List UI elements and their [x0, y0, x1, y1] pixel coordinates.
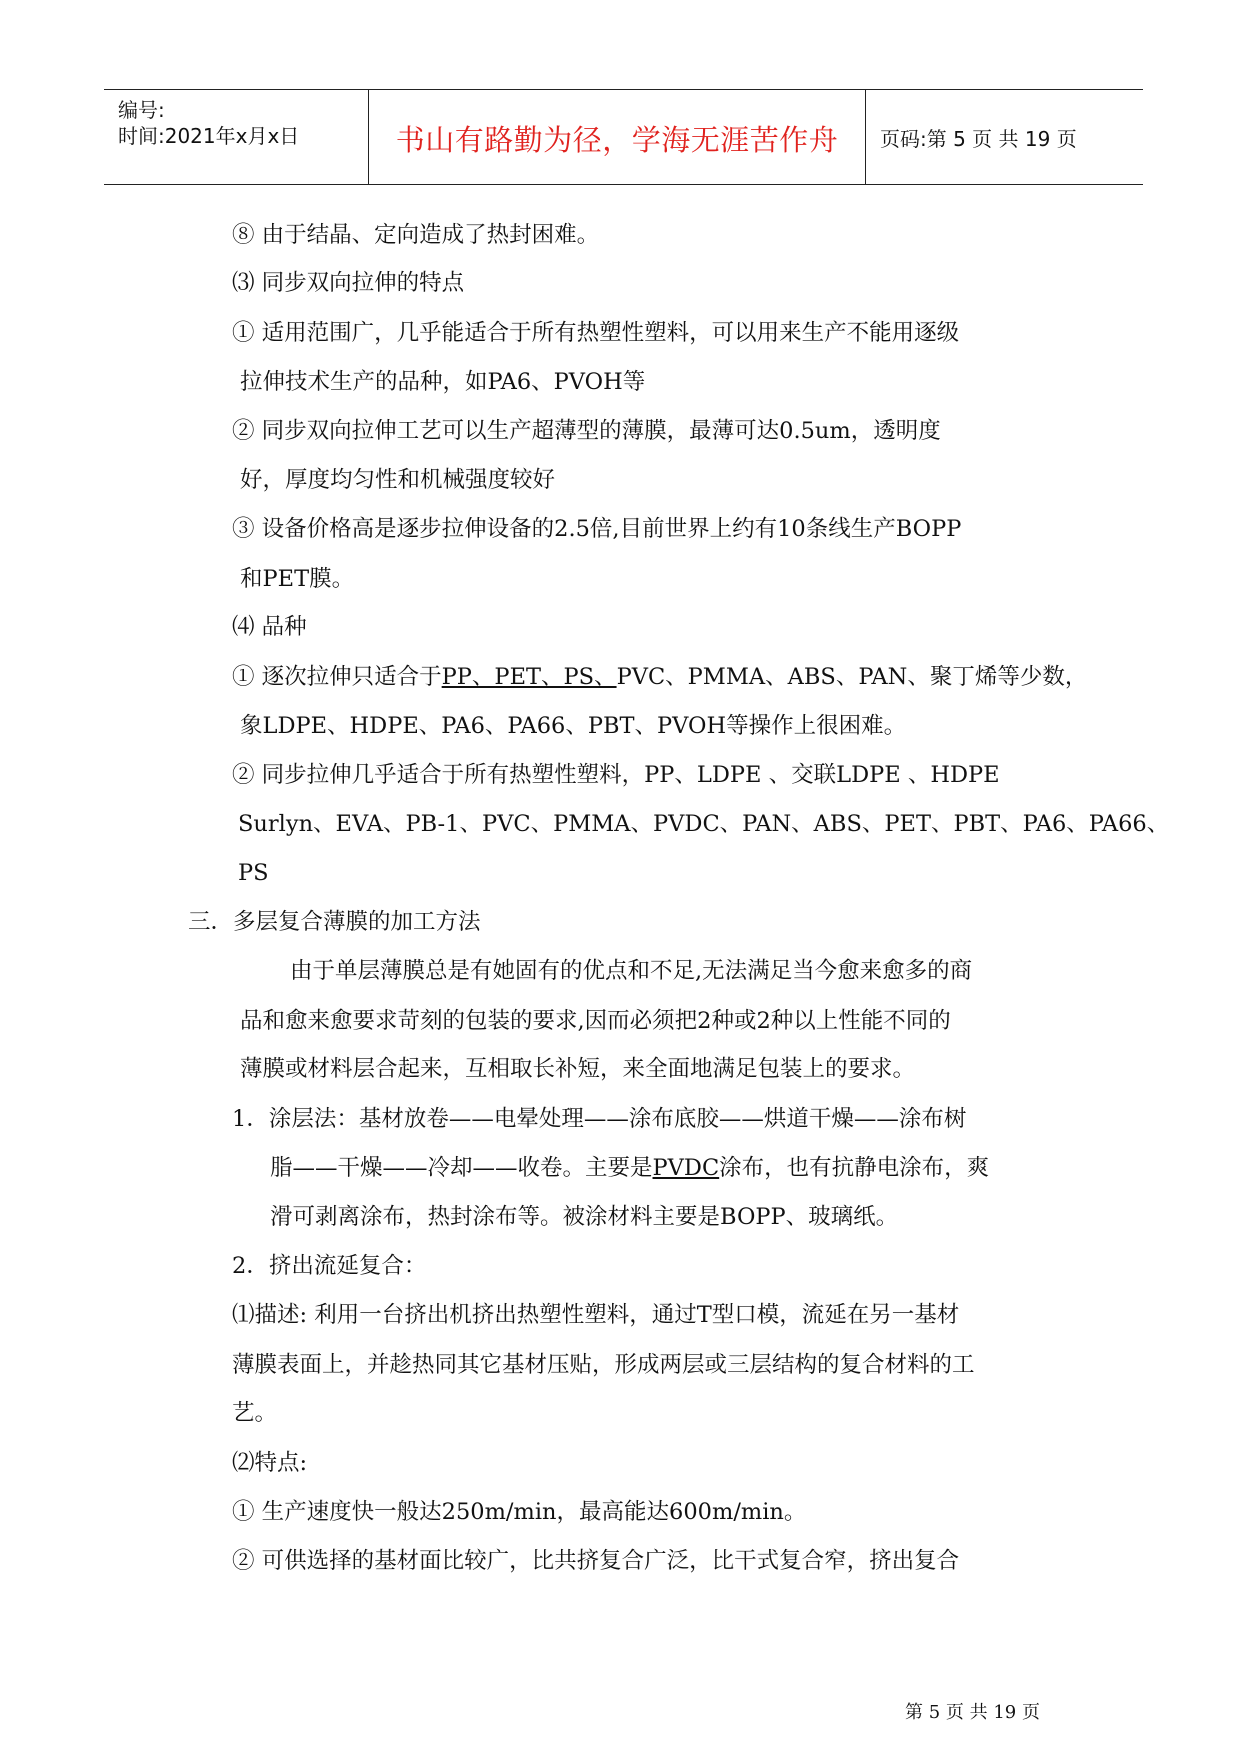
paragraph-line: ⑴描述: 利用一台挤出机挤出热塑性塑料，通过T型口模，流延在另一基材	[232, 1302, 960, 1328]
section-heading: 三．多层复合薄膜的加工方法	[188, 909, 481, 935]
paragraph-line: 由于单层薄膜总是有她固有的优点和不足,无法满足当今愈来愈多的商	[290, 958, 973, 984]
paragraph-line: ① 生产速度快一般达250m/min，最高能达600m/min。	[232, 1499, 807, 1525]
paragraph-line: 好，厚度均匀性和机械强度较好	[240, 467, 556, 493]
document-time-label: 时间:2021年x月x日	[118, 124, 300, 148]
underlined-text: PVDC	[652, 1155, 720, 1181]
section-heading: ⑶ 同步双向拉伸的特点	[232, 270, 465, 296]
paragraph-line	[270, 1153, 989, 1183]
page-footer: 第 5 页 共 19 页	[905, 1702, 1040, 1723]
text-run: ① 逐次拉伸只适合于	[232, 664, 442, 690]
paragraph-line	[232, 662, 1087, 692]
paragraph-line: ② 可供选择的基材面比较广，比共挤复合广泛，比干式复合窄，挤出复合	[232, 1548, 960, 1574]
paragraph-line: 拉伸技术生产的品种，如PA6、PVOH等	[240, 369, 646, 395]
header-page-cell	[866, 90, 1143, 184]
header-info-cell	[104, 90, 369, 184]
paragraph-line: 品和愈来愈要求苛刻的包装的要求,因而必须把2种或2种以上性能不同的	[240, 1008, 951, 1034]
paragraph-line: ③ 设备价格高是逐步拉伸设备的2.5倍,目前世界上约有10条线生产BOPP	[232, 516, 962, 542]
text-run: PVC、PMMA、ABS、PAN、聚丁烯等少数，	[616, 664, 1088, 690]
underlined-text: PP、PET、PS、	[441, 664, 617, 690]
paragraph-line: 滑可剥离涂布，热封涂布等。被涂材料主要是BOPP、玻璃纸。	[270, 1204, 899, 1230]
paragraph-line: 和PET膜。	[240, 566, 355, 592]
text-run: 脂——干燥——冷却——收卷。主要是	[270, 1155, 653, 1181]
paragraph-line: PS	[238, 860, 269, 886]
header-motto-cell	[369, 90, 866, 184]
paragraph-line: 薄膜表面上，并趁热同其它基材压贴，形成两层或三层结构的复合材料的工	[232, 1352, 975, 1378]
header-page-label: 页码:第 5 页 共 19 页	[880, 127, 1077, 151]
header-motto: 书山有路勤为径，学海无涯苦作舟	[395, 123, 839, 157]
paragraph-line: 艺。	[232, 1400, 278, 1426]
paragraph-line: 薄膜或材料层合起来，互相取长补短，来全面地满足包装上的要求。	[240, 1056, 916, 1082]
paragraph-line: ⑧ 由于结晶、定向造成了热封困难。	[232, 222, 600, 248]
header-table	[104, 89, 1143, 185]
document-number-label: 编号:	[118, 98, 165, 122]
section-heading: ⑵特点:	[232, 1450, 308, 1476]
paragraph-line: ① 适用范围广，几乎能适合于所有热塑性塑料，可以用来生产不能用逐级	[232, 320, 960, 346]
paragraph-line: ② 同步拉伸几乎适合于所有热塑性塑料，PP、LDPE 、交联LDPE 、HDPE	[232, 762, 1000, 788]
paragraph-line: 1．涂层法：基材放卷——电晕处理——涂布底胶——烘道干燥——涂布树	[232, 1106, 967, 1132]
section-heading: ⑷ 品种	[232, 614, 307, 640]
section-heading: 2．挤出流延复合：	[232, 1253, 427, 1279]
text-run: 涂布，也有抗静电涂布，爽	[719, 1155, 990, 1181]
paragraph-line: 象LDPE、HDPE、PA6、PA66、PBT、PVOH等操作上很困难。	[240, 713, 907, 739]
paragraph-line: Surlyn、EVA、PB-1、PVC、PMMA、PVDC、PAN、ABS、PET、PBT、PA6、PA66、	[238, 811, 1170, 837]
paragraph-line: ② 同步双向拉伸工艺可以生产超薄型的薄膜，最薄可达0.5um，透明度	[232, 418, 941, 444]
